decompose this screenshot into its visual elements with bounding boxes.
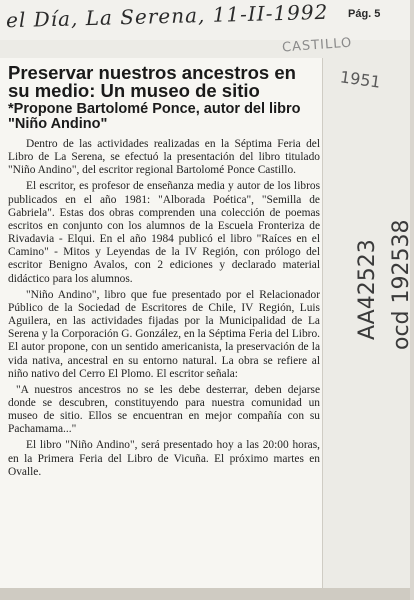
article-paragraph: El escritor, es profesor de enseñanza media y autor de los libros publicados en el año 1981: "Alborada Poética", "Semilla de Gabriela". Estas dos obras comprenden una colección de poemas escritos en conjunto con los alumnos de la Escuela Fronteriza de Rivadavia - Elqui. En el año 1984 publicó el libro "Raíces en el Camino" - Mitos y Leyendas de la IV Región, con prólogo del escritor Benigno Avalos, con 2 ediciones y declarado material didáctico para los alumnos.: [8, 180, 320, 285]
article-headline: Preservar nuestros ancestros en su medio: Un museo de sitio: [8, 62, 296, 101]
newspaper-clipping: [0, 58, 323, 600]
article-paragraph: El libro "Niño Andino", será presentado hoy a las 20:00 horas, en la Primera Feria del Libro de Vicuña. El próximo martes en Ovalle.: [8, 439, 320, 478]
handwritten-date-note: el Día, La Serena, 11-II-1992: [5, 0, 329, 33]
article-subheadline: *Propone Bartolomé Ponce, autor del libro "Niño Andino": [8, 101, 301, 132]
article-quote: "A nuestros ancestros no se les debe desterrar, deben dejarse donde se descubren, constituyendo para nuestra comunidad un museo de sitio. Ellos se encuentran en mejor compañía con su Pachamama...": [8, 383, 320, 436]
handwritten-catalog-number: AA42523: [355, 239, 380, 340]
article-paragraph: "Niño Andino", libro que fue presentado por el Relacionador Público de la Sociedad de Escritores de Chile, IV Región, Luis Aguilera, en las actividades fijadas por la Municipalidad de La Serena y la Corporación G. González, en la Séptima Feria del Libro. El autor propone, con un sentido americanista, la preservación de la vida nativa, ancestral en su entorno natural. La obra se refiere al niño nativo del Cerro El Plomo. El escritor señala:: [8, 288, 320, 380]
article-body: [8, 138, 320, 479]
page-number: Pág. 5: [348, 8, 381, 20]
handwritten-castillo-note: CASTILLO: [281, 35, 353, 56]
article: [8, 64, 320, 479]
scan-bottom-edge: [0, 588, 410, 600]
article-paragraph: Dentro de las actividades realizadas en la Séptima Feria del Libro de La Serena, se efectuó la presentación del libro titulado "Niño Andino", del escritor regional Bartolomé Ponce Castillo.: [8, 138, 320, 177]
handwritten-year-note: 1951: [338, 67, 382, 92]
handwritten-catalog-number-secondary: ocd 192538: [389, 219, 414, 350]
